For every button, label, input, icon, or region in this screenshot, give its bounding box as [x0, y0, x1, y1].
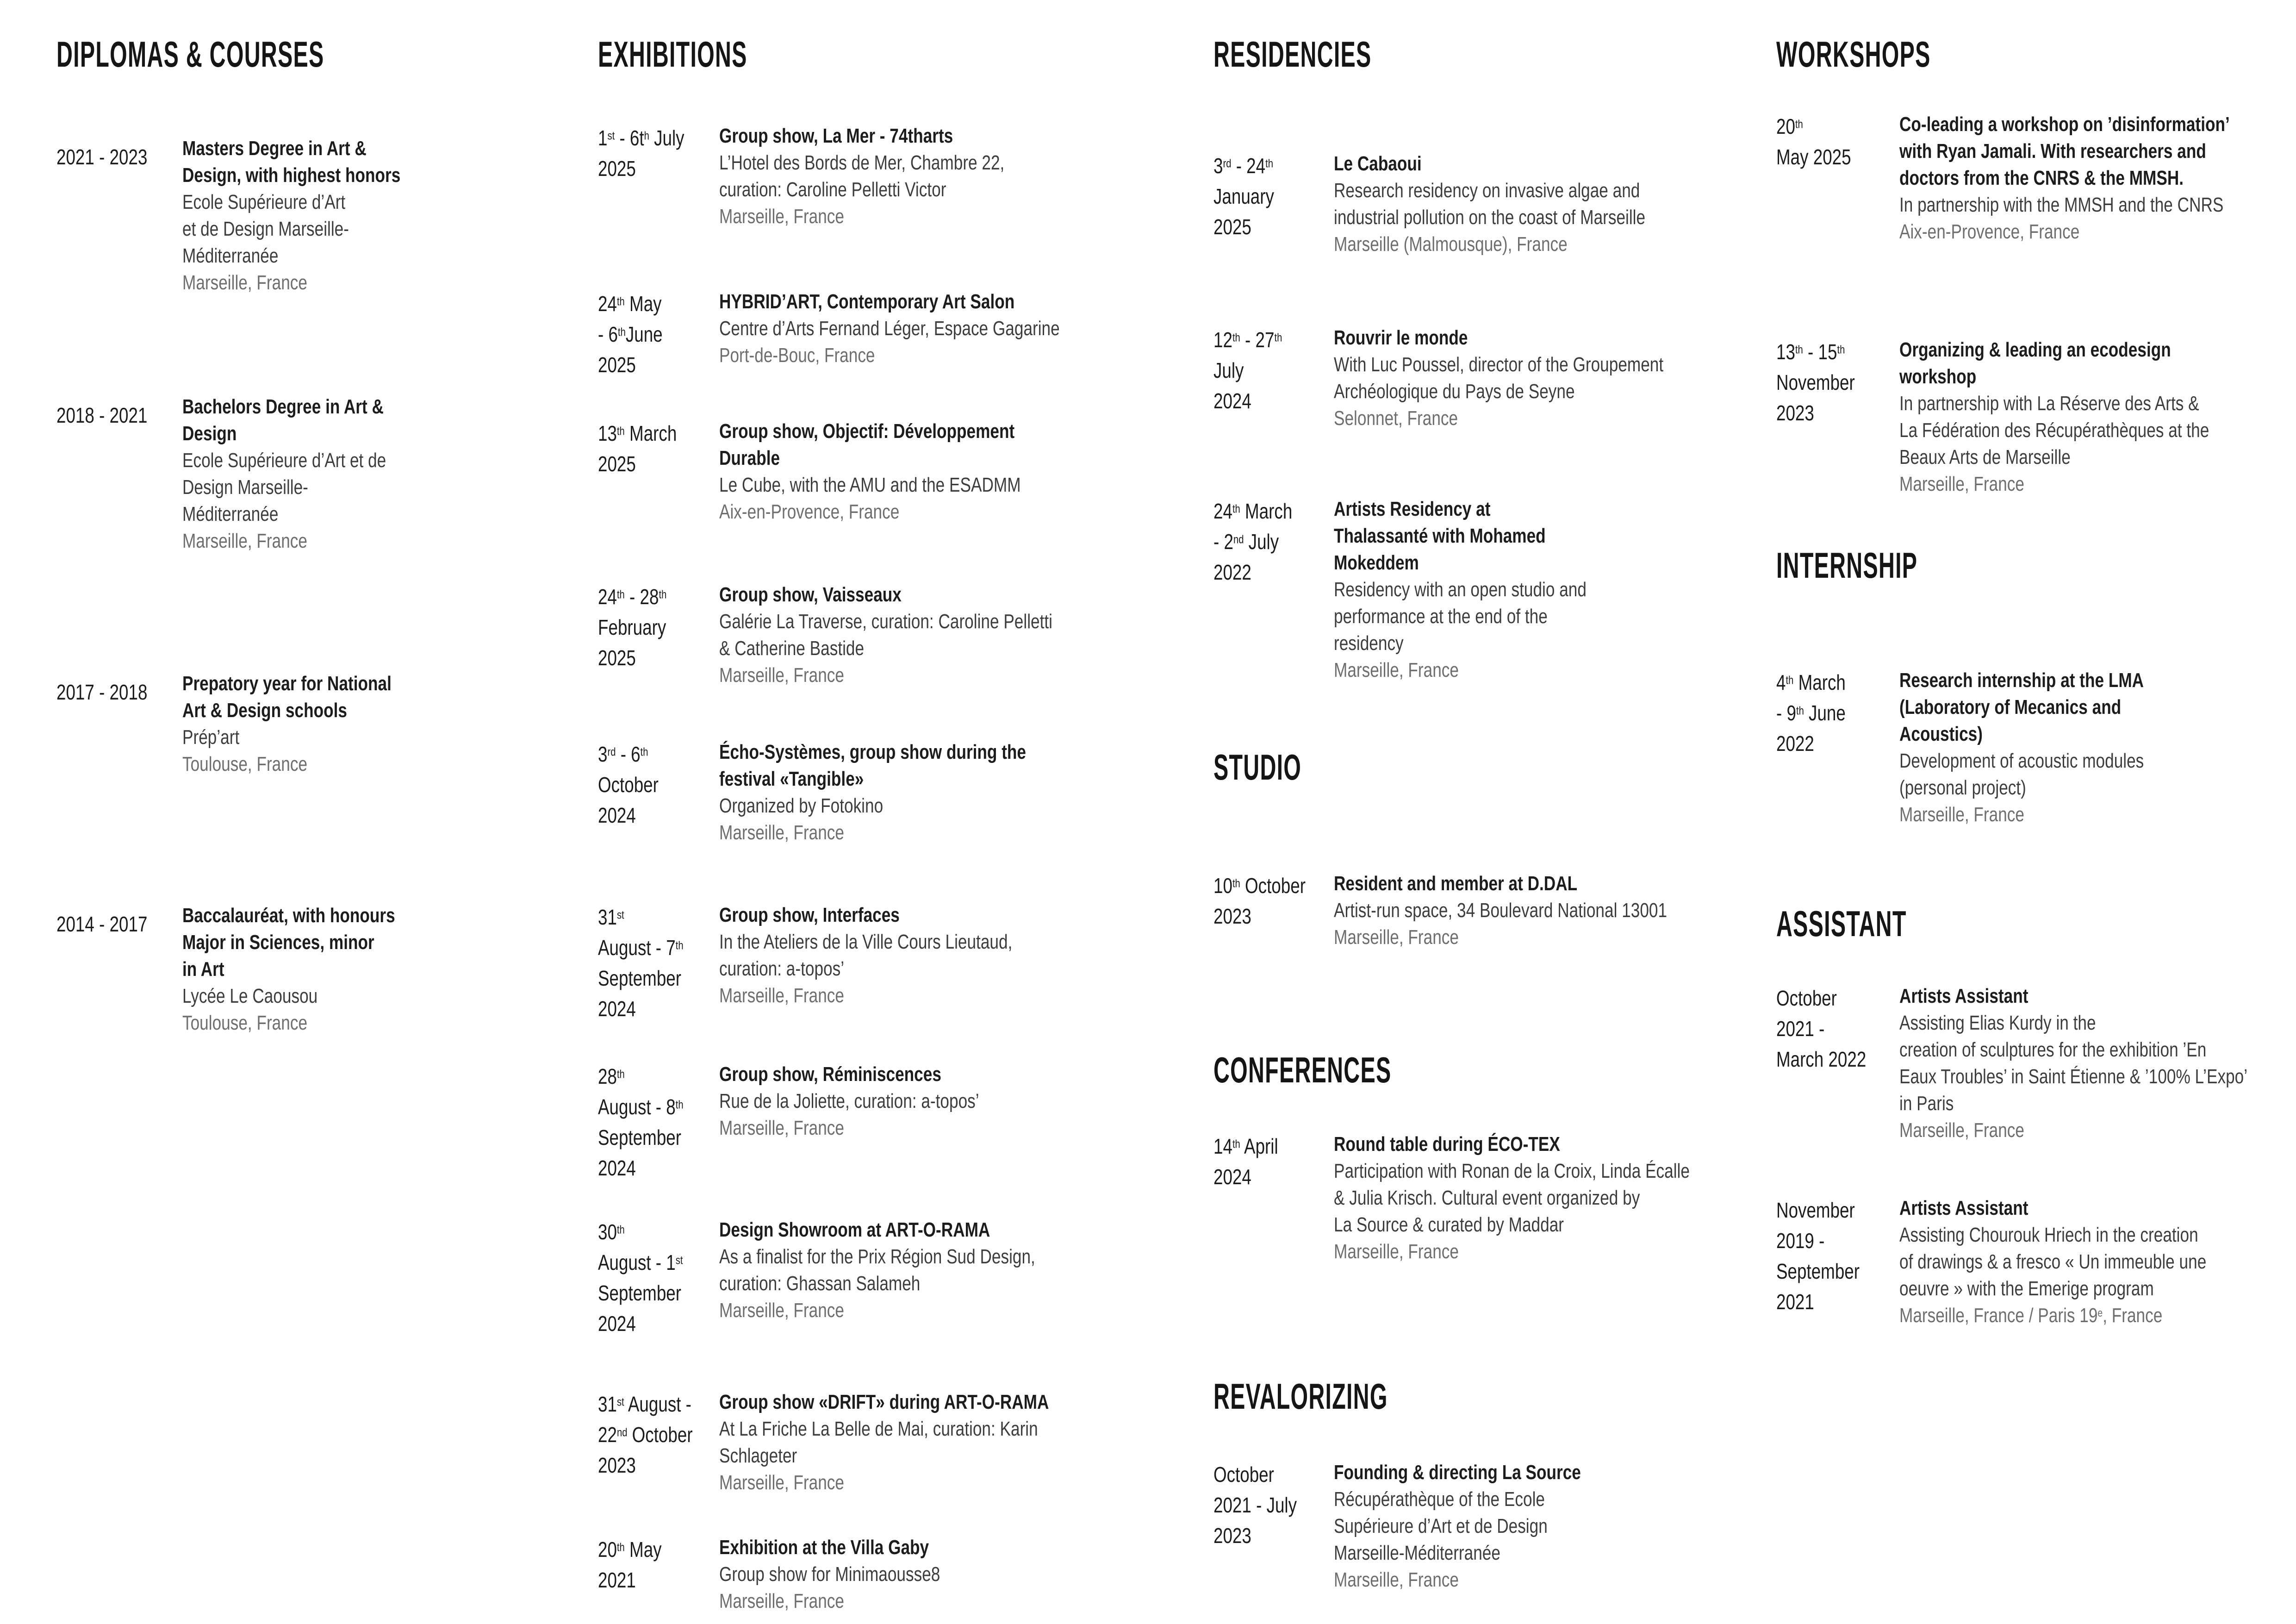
- entry-date-line: August - 8th: [598, 1095, 684, 1119]
- entry-date: [1776, 667, 1899, 759]
- cv-entry: [1213, 1131, 1764, 1265]
- entry-title-line: Artists Residency at: [1334, 498, 1491, 520]
- ordinal-superscript: nd: [616, 1426, 628, 1439]
- entry-date: [1213, 1459, 1334, 1551]
- entry-detail-line: Prép’art: [182, 726, 240, 749]
- entry-title-line: in Art: [182, 958, 224, 981]
- entry-date-line: 2024: [598, 1312, 636, 1336]
- entry-date: [598, 1389, 719, 1480]
- entry-content: [1899, 111, 2296, 245]
- entry-location-line: Marseille, France: [1334, 1568, 1459, 1591]
- entry-content: [1334, 496, 1764, 684]
- entry-date: [598, 418, 719, 479]
- entry-title-line: Mokeddem: [1334, 551, 1419, 574]
- entry-date-line: September: [598, 1125, 682, 1149]
- entry-title-line: Acoustics): [1899, 723, 1983, 745]
- entry-location-line: Marseille, France: [719, 1590, 844, 1612]
- entry-date-line: September: [598, 1281, 682, 1305]
- entry-detail-line: Archéologique du Pays de Seyne: [1334, 380, 1575, 403]
- entry-content: [719, 739, 1186, 846]
- entry-detail-line: Ecole Supérieure d’Art et de: [182, 449, 386, 472]
- entry-date-line: November: [1776, 370, 1855, 394]
- cv-entry: [598, 581, 1186, 689]
- entry-date-line: 2022: [1213, 560, 1251, 584]
- entry-location-line: Marseille, France: [1334, 926, 1459, 949]
- entry-detail-line: Beaux Arts de Marseille: [1899, 446, 2071, 468]
- entry-detail-line: Schlageter: [719, 1444, 797, 1467]
- entry-detail-line: Marseille-Méditerranée: [1334, 1542, 1500, 1564]
- entry-date-line: 22nd October: [598, 1423, 693, 1447]
- entry-date-line: 2017 - 2018: [56, 680, 148, 704]
- entry-title-line: Écho-Systèmes, group show during the: [719, 741, 1027, 763]
- ordinal-superscript: st: [616, 1395, 624, 1409]
- entry-title-line: Masters Degree in Art &: [182, 137, 367, 160]
- entry-content: [1334, 325, 1764, 432]
- ordinal-superscript: st: [675, 1254, 683, 1267]
- entry-detail-line: & Julia Krisch. Cultural event organized by: [1334, 1187, 1640, 1209]
- ordinal-superscript: th: [1232, 502, 1240, 516]
- entry-detail-line: Supérieure d’Art et de Design: [1334, 1515, 1548, 1537]
- entry-title-line: Prepatory year for National: [182, 672, 392, 695]
- entry-date: [598, 902, 719, 1024]
- entry-detail-line: & Catherine Bastide: [719, 637, 865, 660]
- cv-entry: [1213, 325, 1764, 432]
- entry-detail-line: Assisting Chourouk Hriech in the creation: [1899, 1224, 2198, 1246]
- entry-content: [1334, 150, 1764, 258]
- ordinal-superscript: st: [607, 129, 615, 143]
- section-title-diplomas-courses: DIPLOMAS & COURSES: [56, 34, 324, 75]
- entry-date: [1776, 111, 1899, 172]
- entry-detail-line: Le Cube, with the AMU and the ESADMM: [719, 474, 1021, 496]
- entry-date-line: 2024: [598, 997, 636, 1021]
- entry-date: [1213, 496, 1334, 587]
- entry-detail-line: Rue de la Joliette, curation: a-topos’: [719, 1090, 979, 1112]
- entry-date-line: October: [598, 773, 659, 797]
- cv-entry: [598, 288, 1186, 380]
- ordinal-superscript: th: [1232, 877, 1240, 890]
- entry-detail-line: L’Hotel des Bords de Mer, Chambre 22,: [719, 151, 1005, 174]
- entry-date-line: 24th - 28th: [598, 585, 667, 609]
- column-exhibitions: [598, 0, 1186, 1624]
- entry-detail-line: La Source & curated by Maddar: [1334, 1213, 1564, 1236]
- entry-date-line: - 9th June: [1776, 701, 1846, 725]
- entry-date: [598, 739, 719, 831]
- entry-location-line: Aix-en-Provence, France: [1899, 220, 2080, 243]
- entry-title-line: Artists Assistant: [1899, 1197, 2028, 1219]
- entry-title-line: workshop: [1899, 365, 1977, 388]
- entry-date-line: 2024: [598, 803, 636, 827]
- entry-date-line: February: [598, 615, 666, 639]
- entry-title-line: Round table during ÉCO-TEX: [1334, 1133, 1560, 1156]
- cv-entry: [598, 1061, 1186, 1183]
- cv-entry: [598, 739, 1186, 846]
- entry-date: [1213, 1131, 1334, 1192]
- cv-entry: [1776, 111, 2295, 245]
- entry-detail-line: Galérie La Traverse, curation: Caroline Pelletti: [719, 610, 1052, 633]
- entry-date: [1213, 325, 1334, 416]
- entry-content: [719, 902, 1186, 1009]
- entry-date-line: $1st - 6t^h$ July: [598, 126, 684, 150]
- cv-entry: [598, 1217, 1186, 1339]
- section-title-assistant: ASSISTANT: [1776, 903, 1907, 944]
- entry-content: [719, 288, 1186, 369]
- entry-title-line: Co-leading a workshop on ’disinformation’: [1899, 113, 2230, 136]
- entry-date-line: August - 7th: [598, 936, 684, 960]
- cv-entry: [56, 135, 589, 296]
- entry-location-line: Marseille, France: [1899, 803, 2024, 826]
- entry-location-line: Marseille, France: [719, 1299, 844, 1322]
- entry-title-line: Research internship at the LMA: [1899, 669, 2144, 692]
- entry-date-line: September: [1776, 1259, 1860, 1283]
- entry-date-line: 2024: [598, 1156, 636, 1180]
- entry-date: [598, 1061, 719, 1183]
- entry-location-line: Marseille, France: [719, 821, 844, 844]
- entry-title-line: Resident and member at D.DAL: [1334, 872, 1578, 895]
- entry-title-line: doctors from the CNRS & the MMSH.: [1899, 167, 2184, 189]
- entry-detail-line: La Fédération des Récupérathèques at the: [1899, 419, 2209, 442]
- entry-date-line: - 6thJune: [598, 322, 663, 346]
- entry-date-line: 2025: [598, 156, 636, 181]
- cv-entry: [56, 670, 589, 778]
- entry-location-line: Marseille, France: [719, 664, 844, 687]
- entry-date-line: 2023: [1776, 401, 1814, 425]
- entry-title-line: Le Cabaoui: [1334, 152, 1422, 175]
- entry-title-line: Group show, La Mer - 74tharts: [719, 125, 953, 147]
- entry-detail-line: In partnership with the MMSH and the CNRS: [1899, 194, 2224, 216]
- cv-entry: [598, 418, 1186, 525]
- entry-date-line: 2025: [598, 353, 636, 377]
- entry-date-line: 28th: [598, 1064, 625, 1088]
- ordinal-superscript: th: [616, 295, 625, 308]
- entry-detail-line: Méditerranée: [182, 244, 279, 267]
- entry-location-line: Marseille, France: [1899, 1119, 2024, 1142]
- ordinal-superscript: th: [616, 1223, 625, 1237]
- entry-date-line: 2014 - 2017: [56, 912, 148, 936]
- entry-title-line: Thalassanté with Mohamed: [1334, 525, 1546, 547]
- entry-detail-line: Lycée Le Caousou: [182, 985, 318, 1007]
- cv-entry: [1776, 667, 2295, 828]
- entry-date-line: 2021: [598, 1568, 636, 1592]
- entry-date: [1776, 983, 1899, 1074]
- entry-content: [182, 902, 589, 1037]
- entry-detail-line: Méditerranée: [182, 503, 279, 525]
- entry-content: [719, 1217, 1186, 1324]
- entry-date-line: October: [1213, 1462, 1274, 1487]
- entry-detail-line: curation: Ghassan Salameh: [719, 1272, 921, 1295]
- entry-location-line: Marseille, France: [182, 271, 307, 294]
- entry-date-line: 2021 - 2023: [56, 145, 148, 169]
- entry-detail-line: of drawings & a fresco « Un immeuble une: [1899, 1250, 2207, 1273]
- entry-location-line: Marseille, France / Paris 19e, France: [1899, 1304, 2163, 1327]
- entry-detail-line: Ecole Supérieure d’Art: [182, 191, 346, 213]
- ordinal-superscript: st: [616, 908, 624, 922]
- section-title-internship: INTERNSHIP: [1776, 545, 1918, 586]
- ordinal-superscript: e: [2097, 1306, 2103, 1319]
- entry-detail-line: Récupérathèque of the Ecole: [1334, 1488, 1545, 1511]
- entry-date-line: 30th: [598, 1220, 625, 1244]
- ordinal-superscript: th: [616, 588, 625, 601]
- entry-date-line: 10th October: [1213, 874, 1306, 898]
- entry-title-line: Group show, Interfaces: [719, 904, 900, 926]
- entry-content: [1899, 1195, 2295, 1329]
- ordinal-superscript: th: [1274, 331, 1282, 344]
- cv-entry: [1213, 150, 1764, 258]
- entry-title-line: HYBRID’ART, Contemporary Art Salon: [719, 290, 1015, 313]
- entry-date-line: 2019 -: [1776, 1229, 1825, 1253]
- entry-date-line: 24th May: [598, 292, 662, 316]
- entry-date-line: 2024: [1213, 389, 1251, 413]
- section-title-workshops: WORKSHOPS: [1776, 34, 1931, 75]
- entry-date: [56, 902, 182, 939]
- entry-location-line: Marseille (Malmousque), France: [1334, 233, 1568, 256]
- entry-detail-line: industrial pollution on the coast of Marseille: [1334, 206, 1646, 229]
- entry-detail-line: Assisting Elias Kurdy in the: [1899, 1012, 2096, 1034]
- entry-date-line: 2021: [1776, 1290, 1814, 1314]
- entry-location-line: Marseille, France: [1334, 1240, 1459, 1263]
- cv-entry: [1776, 983, 2295, 1144]
- entry-title-line: (Laboratory of Mecanics and: [1899, 696, 2122, 718]
- entry-content: [1334, 1131, 1779, 1265]
- entry-detail-line: Design Marseille-: [182, 476, 308, 499]
- entry-detail-line: performance at the end of the: [1334, 605, 1548, 628]
- entry-date-line: 31st: [598, 905, 624, 929]
- entry-title-line: Organizing & leading an ecodesign: [1899, 338, 2171, 361]
- entry-title-line: Group show «DRIFT» during ART-O-RAMA: [719, 1391, 1049, 1413]
- section-title-revalorizing: REVALORIZING: [1213, 1376, 1388, 1417]
- entry-detail-line: curation: a-topos’: [719, 957, 845, 980]
- ordinal-superscript: th: [1795, 343, 1803, 356]
- entry-title-line: Major in Sciences, minor: [182, 931, 374, 954]
- entry-date-line: 2023: [1213, 1524, 1251, 1548]
- entry-title-line: Durable: [719, 447, 780, 469]
- entry-detail-line: curation: Caroline Pelletti Victor: [719, 178, 946, 201]
- cv-entry: [598, 902, 1186, 1024]
- ordinal-superscript: th: [659, 588, 667, 601]
- entry-content: [719, 1534, 1186, 1615]
- entry-date-line: 20th May: [598, 1537, 662, 1562]
- entry-detail-line: In partnership with La Réserve des Arts &: [1899, 392, 2199, 415]
- ordinal-superscript: th: [617, 325, 626, 339]
- cv-entry: [1213, 870, 1764, 951]
- entry-title-line: Design, with highest honors: [182, 164, 401, 187]
- entry-detail-line: oeuvre » with the Emerige program: [1899, 1277, 2154, 1300]
- entry-content: [1899, 667, 2295, 828]
- entry-detail-line: In the Ateliers de la Ville Cours Lieutaud,: [719, 931, 1013, 953]
- section-title-conferences: CONFERENCES: [1213, 1049, 1392, 1090]
- entry-date-line: 2025: [598, 452, 636, 476]
- entry-title-line: Rouvrir le monde: [1334, 326, 1468, 349]
- entry-date-line: November: [1776, 1198, 1855, 1222]
- section-title-studio: STUDIO: [1213, 747, 1302, 787]
- cv-entry: [598, 123, 1186, 230]
- entry-location-line: Marseille, France: [719, 1117, 844, 1139]
- entry-date-line: 2021 - July: [1213, 1493, 1297, 1517]
- entry-location-line: Marseille, France: [719, 1471, 844, 1494]
- ordinal-superscript: th: [616, 425, 625, 438]
- entry-title-line: with Ryan Jamali. With researchers and: [1899, 140, 2206, 162]
- entry-date-line: 2025: [598, 646, 636, 670]
- entry-title-line: Baccalauréat, with honours: [182, 904, 395, 927]
- entry-date-line: 20th: [1776, 114, 1803, 138]
- cv-entry: [1776, 1195, 2295, 1329]
- entry-title-line: Group show, Objectif: Développement: [719, 420, 1015, 443]
- entry-date: [1213, 870, 1334, 931]
- entry-date-line: May 2025: [1776, 145, 1851, 169]
- ordinal-superscript: h: [644, 129, 649, 143]
- entry-date-line: 13th March: [598, 421, 677, 445]
- entry-detail-line: in Paris: [1899, 1092, 1954, 1115]
- entry-content: [1899, 983, 2296, 1144]
- entry-date-line: October: [1776, 986, 1837, 1010]
- section-title-residencies: RESIDENCIES: [1213, 34, 1372, 75]
- entry-title-line: Group show, Réminiscences: [719, 1063, 941, 1086]
- ordinal-superscript: rd: [607, 745, 616, 759]
- entry-date: [598, 1534, 719, 1595]
- entry-date-line: 2022: [1776, 731, 1814, 756]
- entry-detail-line: residency: [1334, 632, 1404, 655]
- entry-title-line: Bachelors Degree in Art &: [182, 395, 384, 418]
- entry-title-line: Design Showroom at ART-O-RAMA: [719, 1218, 990, 1241]
- entry-date-line: 2023: [1213, 904, 1251, 928]
- entry-date-line: 2021 -: [1776, 1017, 1825, 1041]
- entry-date: [56, 670, 182, 707]
- entry-title-line: Founding & directing La Source: [1334, 1461, 1581, 1484]
- entry-detail-line: et de Design Marseille-: [182, 218, 349, 240]
- entry-content: [719, 418, 1186, 525]
- cv-entry: [598, 1389, 1186, 1496]
- entry-location-line: Port-de-Bouc, France: [719, 344, 875, 367]
- entry-date-line: 2024: [1213, 1165, 1251, 1189]
- ordinal-superscript: th: [1837, 343, 1845, 356]
- entry-date-line: January: [1213, 184, 1274, 208]
- ordinal-superscript: th: [1232, 331, 1240, 344]
- entry-detail-line: (personal project): [1899, 776, 2026, 799]
- ordinal-superscript: th: [640, 745, 648, 759]
- ordinal-superscript: th: [1786, 674, 1794, 687]
- ordinal-superscript: th: [616, 1068, 625, 1081]
- entry-date-line: 2025: [1213, 215, 1251, 239]
- entry-content: [1334, 1459, 1764, 1593]
- ordinal-superscript: th: [675, 1098, 684, 1112]
- entry-detail-line: As a finalist for the Prix Région Sud Design,: [719, 1245, 1035, 1268]
- entry-content: [182, 670, 589, 778]
- entry-content: [182, 135, 589, 296]
- entry-date: [56, 135, 182, 172]
- entry-detail-line: Organized by Fotokino: [719, 794, 884, 817]
- entry-location-line: Marseille, France: [719, 984, 844, 1007]
- entry-detail-line: Participation with Ronan de la Croix, Linda Écalle: [1334, 1160, 1690, 1182]
- entry-date-line: 12th - 27th: [1213, 328, 1282, 352]
- entry-location-line: Marseille, France: [1334, 659, 1459, 681]
- entry-date: [1213, 150, 1334, 242]
- entry-date-line: 31st August -: [598, 1392, 691, 1416]
- entry-location-line: Marseille, France: [1899, 473, 2024, 495]
- entry-detail-line: At La Friche La Belle de Mai, curation: Karin: [719, 1418, 1038, 1440]
- entry-date-line: 24th March: [1213, 499, 1293, 523]
- entry-title-line: Exhibition at the Villa Gaby: [719, 1536, 929, 1559]
- entry-date-line: - 2nd July: [1213, 530, 1279, 554]
- entry-title-line: Artists Assistant: [1899, 985, 2028, 1007]
- entry-detail-line: Centre d’Arts Fernand Léger, Espace Gagarine: [719, 317, 1060, 340]
- entry-date-line: 3rd - 24th: [1213, 154, 1273, 178]
- entry-content: [719, 1061, 1186, 1142]
- entry-date-line: March 2022: [1776, 1047, 1867, 1071]
- entry-content: [719, 1389, 1186, 1496]
- entry-date: [1776, 1195, 1899, 1317]
- column-workshops: [1776, 0, 2295, 1624]
- ordinal-superscript: th: [1265, 157, 1273, 170]
- entry-date: [1776, 337, 1899, 428]
- entry-date: [598, 581, 719, 673]
- ordinal-superscript: th: [1795, 118, 1803, 131]
- entry-date: [598, 123, 719, 184]
- entry-detail-line: With Luc Poussel, director of the Groupement: [1334, 353, 1664, 376]
- entry-content: [182, 394, 589, 555]
- entry-detail-line: Research residency on invasive algae and: [1334, 179, 1640, 202]
- entry-location-line: Selonnet, France: [1334, 407, 1458, 430]
- entry-detail-line: Residency with an open studio and: [1334, 578, 1587, 601]
- entry-detail-line: Eaux Troubles’ in Saint Étienne & ’100% L’Expo’: [1899, 1065, 2248, 1088]
- entry-location-line: Toulouse, France: [182, 753, 308, 775]
- ordinal-superscript: th: [1796, 704, 1804, 718]
- entry-title-line: festival «Tangible»: [719, 768, 864, 790]
- entry-date-line: July: [1213, 358, 1244, 382]
- entry-detail-line: Group show for Minimaousse8: [719, 1563, 940, 1586]
- entry-title-line: Design: [182, 422, 237, 445]
- entry-location-line: Toulouse, France: [182, 1012, 308, 1034]
- entry-date: [598, 1217, 719, 1339]
- cv-entry: [56, 902, 589, 1037]
- entry-detail-line: Artist-run space, 34 Boulevard National 13001: [1334, 899, 1668, 922]
- entry-date-line: 3rd - 6th: [598, 742, 648, 766]
- ordinal-superscript: th: [1232, 1137, 1240, 1151]
- entry-date-line: 4th March: [1776, 670, 1846, 694]
- cv-entry: [1213, 496, 1764, 684]
- entry-title-line: Group show, Vaisseaux: [719, 583, 902, 606]
- ordinal-superscript: th: [675, 939, 684, 952]
- entry-date: [598, 288, 719, 380]
- entry-content: [719, 581, 1186, 689]
- cv-entry: [598, 1534, 1186, 1615]
- entry-content: [1899, 337, 2295, 498]
- entry-date-line: August - 1st: [598, 1250, 683, 1274]
- entry-date-line: 2023: [598, 1453, 636, 1477]
- entry-content: [719, 123, 1186, 230]
- entry-content: [1334, 870, 1764, 951]
- ordinal-superscript: th: [616, 1541, 625, 1554]
- ordinal-superscript: nd: [1233, 533, 1244, 546]
- entry-date-line: 2018 - 2021: [56, 403, 148, 427]
- cv-entry: [1213, 1459, 1764, 1593]
- ordinal-superscript: rd: [1223, 157, 1232, 170]
- cv-entry: [1776, 337, 2295, 498]
- entry-date-line: 13th - 15th: [1776, 340, 1845, 364]
- entry-location-line: Marseille, France: [182, 530, 307, 552]
- entry-location-line: Marseille, France: [719, 205, 844, 228]
- entry-date-line: September: [598, 966, 682, 990]
- entry-title-line: Art & Design schools: [182, 699, 347, 722]
- column-diplomas: [56, 0, 589, 1624]
- entry-detail-line: creation of sculptures for the exhibition ’En: [1899, 1038, 2207, 1061]
- column-residencies: [1213, 0, 1764, 1624]
- entry-detail-line: Development of acoustic modules: [1899, 750, 2144, 772]
- entry-location-line: Aix-en-Provence, France: [719, 500, 900, 523]
- entry-date-line: 14th April: [1213, 1134, 1278, 1158]
- entry-date: [56, 394, 182, 431]
- section-title-exhibitions: EXHIBITIONS: [598, 34, 747, 75]
- cv-entry: [56, 394, 589, 555]
